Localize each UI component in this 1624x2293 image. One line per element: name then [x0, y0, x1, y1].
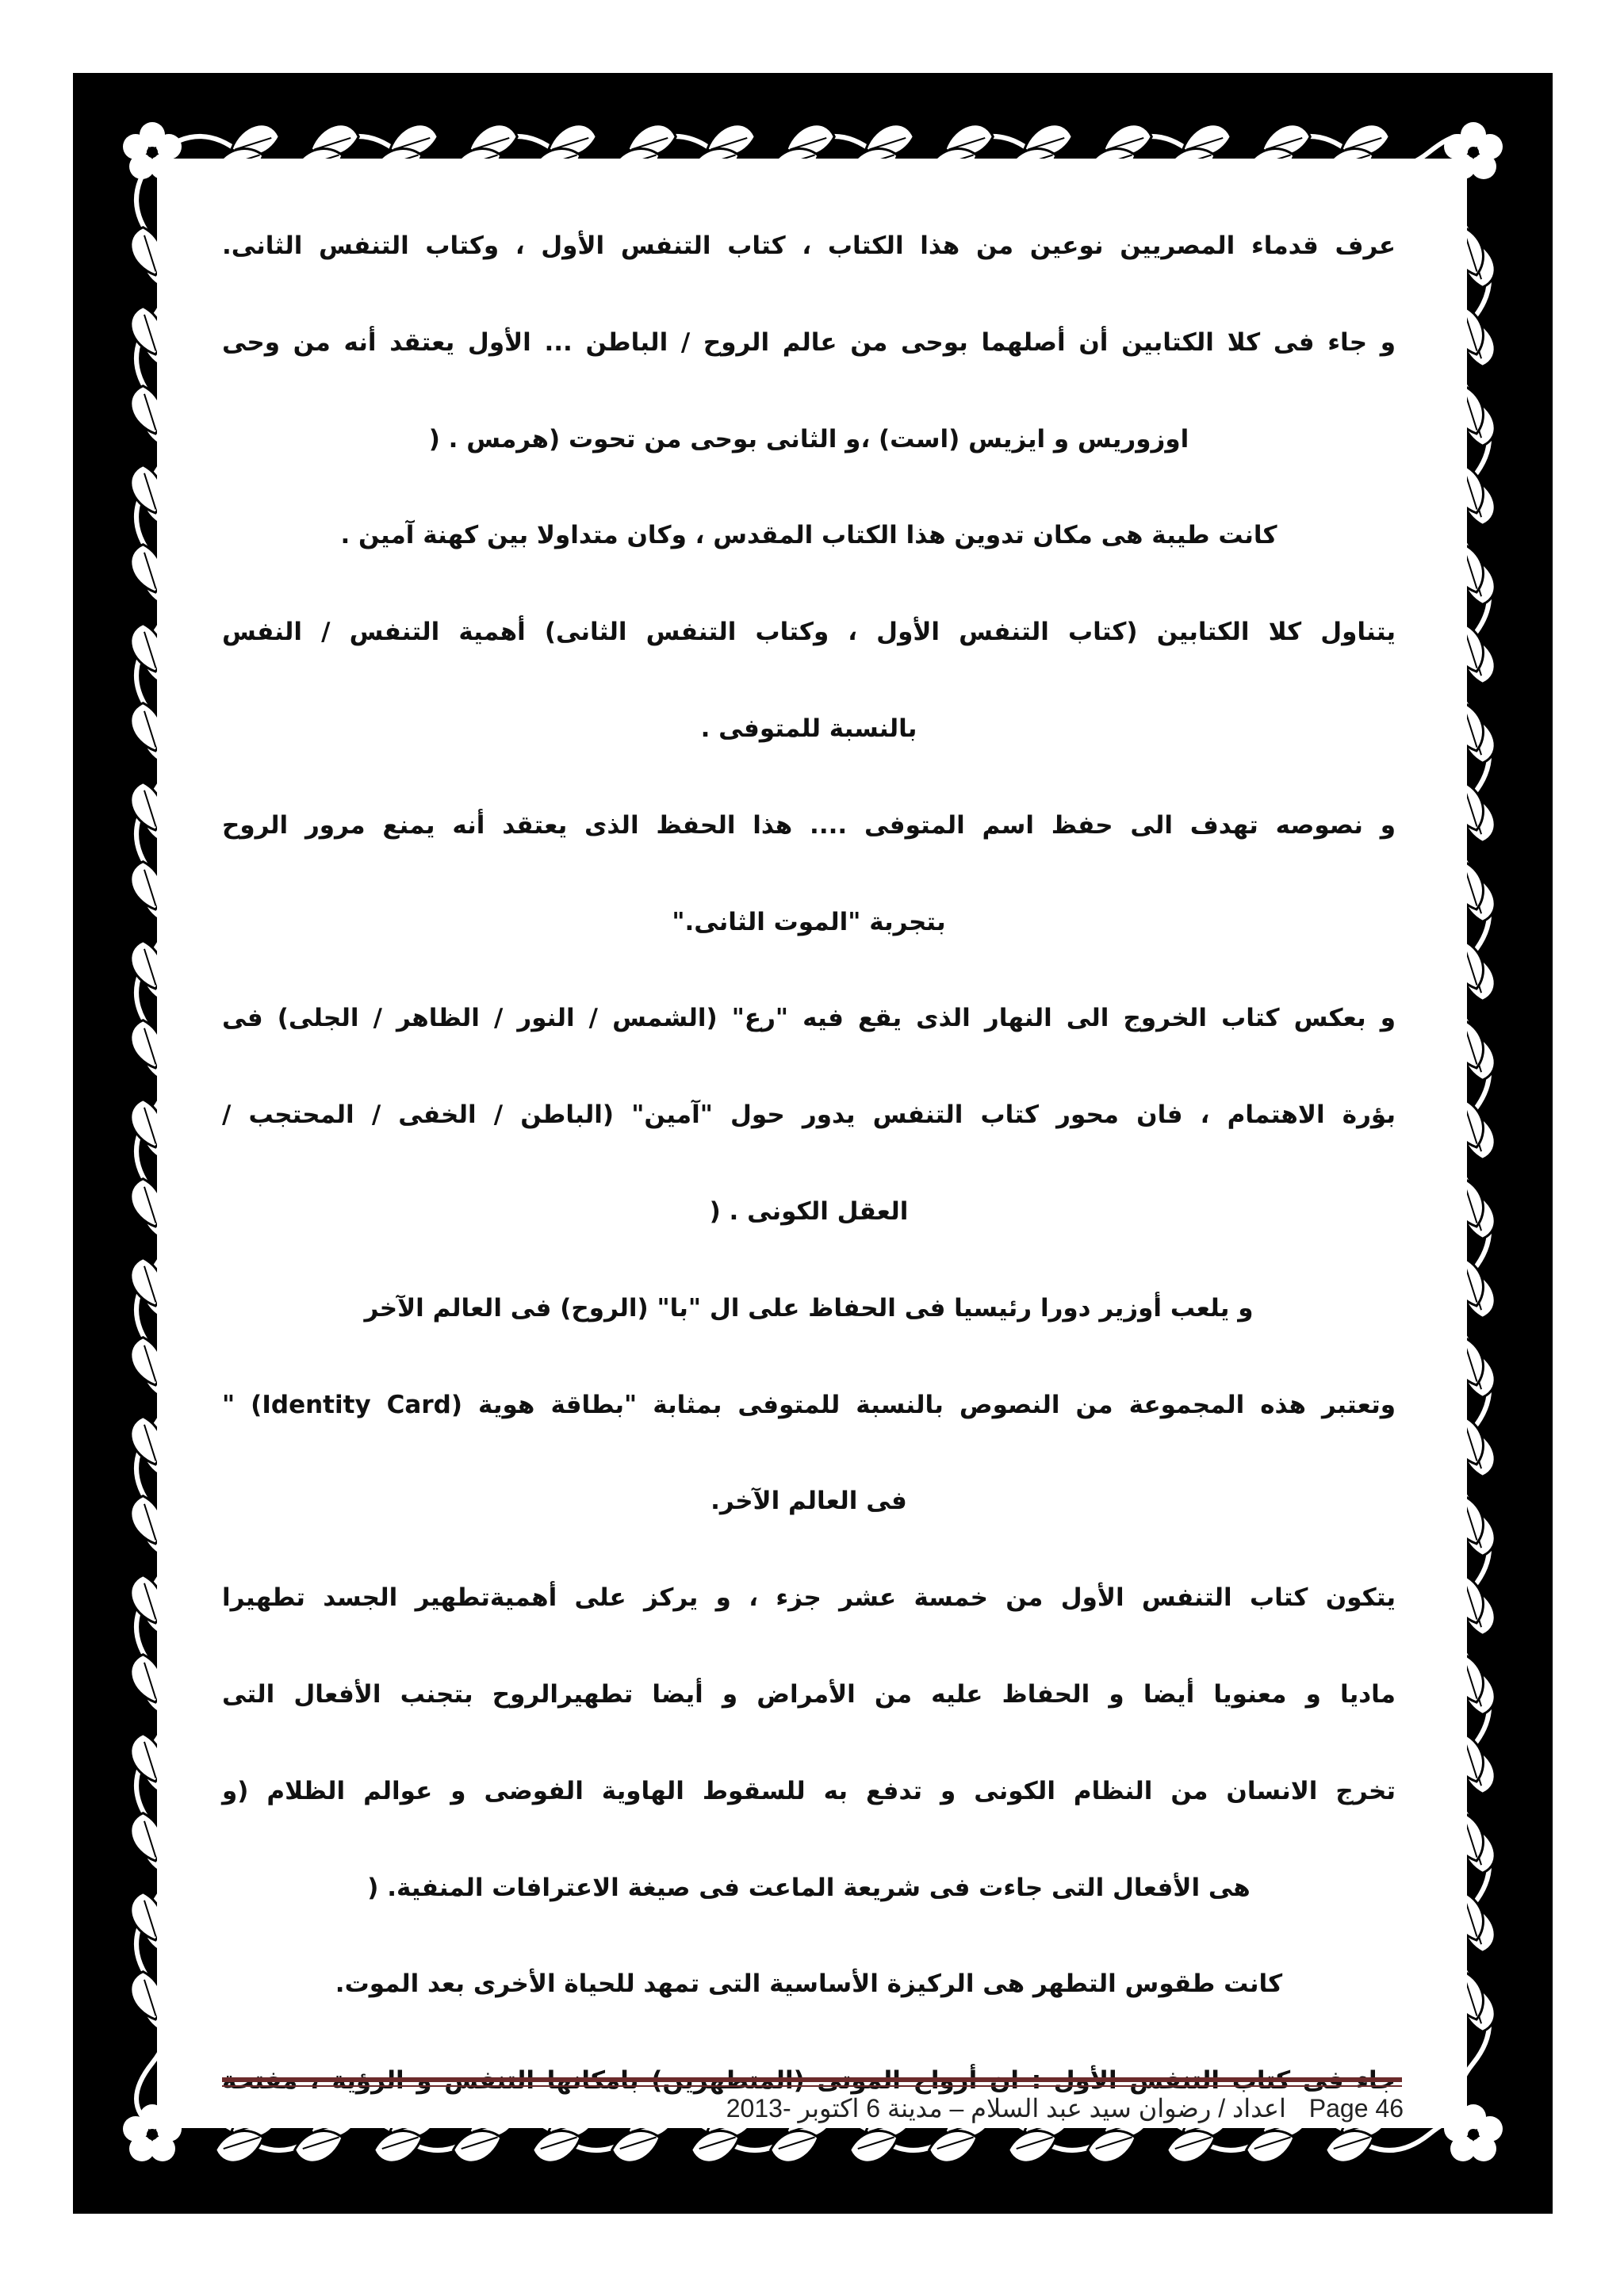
text-line: بتجربة "الموت الثانى."	[672, 907, 946, 936]
text-line: و جاء فى كلا الكتابين أن أصلهما بوحى من عالم الروح / الباطن ... الأول يعتقد أنه من وحى	[222, 327, 1396, 357]
text-line: تخرج الانسان من النظام الكونى و تدفع به للسقوط الهاوية الفوضى و عوالم الظلام (و	[222, 1776, 1396, 1805]
text-line: عرف قدماء المصريين نوعين من هذا الكتاب ، كتاب التنفس الأول ، وكتاب التنفس الثانى.	[222, 232, 1396, 260]
text-line: يتناول كلا الكتابين (كتاب التنفس الأول ، وكتاب التنفس الثانى) أهمية التنفس / النفس	[222, 618, 1396, 647]
page-footer	[547, 2093, 1404, 2125]
text-line: كانت طقوس التطهر هى الركيزة الأساسية التى تمهد للحياة الأخرى بعد الموت.	[335, 1970, 1283, 1999]
page-number: Page 46	[1308, 2094, 1404, 2123]
text-line: وتعتبر هذه المجموعة من النصوص بالنسبة للمتوفى بمثابة "بطاقة هوية (Identity Card) "	[222, 1390, 1396, 1419]
text-line: و نصوصه تهدف الى حفظ اسم المتوفى .... هذا الحفظ الذى يعتقد أنه يمنع مرور الروح	[222, 810, 1396, 840]
text-line: بالنسبة للمتوفى .	[700, 714, 917, 743]
text-line: بؤرة الاهتمام ، فان محور كتاب التنفس يدور حول "آمين" (الباطن / الخفى / المحتجب /	[222, 1101, 1396, 1130]
text-line: ماديا و معنويا أيضا و الحفاظ عليه من الأمراض و أيضا تطهيرالروح بتجنب الأفعال التى	[222, 1679, 1396, 1709]
footer-rule	[222, 2077, 1402, 2082]
footer-credit: اعداد / رضوان سيد عبد السلام – مدينة 6 اكتوبر -2013	[726, 2094, 1286, 2123]
text-line: هى الأفعال التى جاءت فى شريعة الماعت فى صيغة الاعترافات المنفية. (	[367, 1873, 1251, 1902]
text-line: يتكون كتاب التنفس الأول من خمسة عشر جزء ، و يركز على أهميةتطهير الجسد تطهيرا	[222, 1583, 1396, 1613]
text-line: اوزوريس و ايزيس (است) ،و الثانى بوحى من تحوت (هرمس . (	[428, 424, 1189, 454]
text-line: فى العالم الآخر.	[710, 1487, 907, 1516]
text-line: العقل الكونى . (	[709, 1196, 909, 1226]
text-line: و بعكس كتاب الخروج الى النهار الذى يقع فيه "رع" (الشمس / النور / الظاهر / الجلى) فى	[222, 1004, 1396, 1033]
footer-rule-thin	[222, 2085, 1402, 2087]
document-body	[222, 198, 1396, 2130]
text-line: كانت طيبة هى مكان تدوين هذا الكتاب المقدس ، وكان متداولا بين كهنة آمين .	[340, 521, 1277, 550]
text-line: و يلعب أوزير دورا رئيسيا فى الحفاظ على ال "با" (الروح) فى العالم الآخر	[364, 1293, 1254, 1323]
